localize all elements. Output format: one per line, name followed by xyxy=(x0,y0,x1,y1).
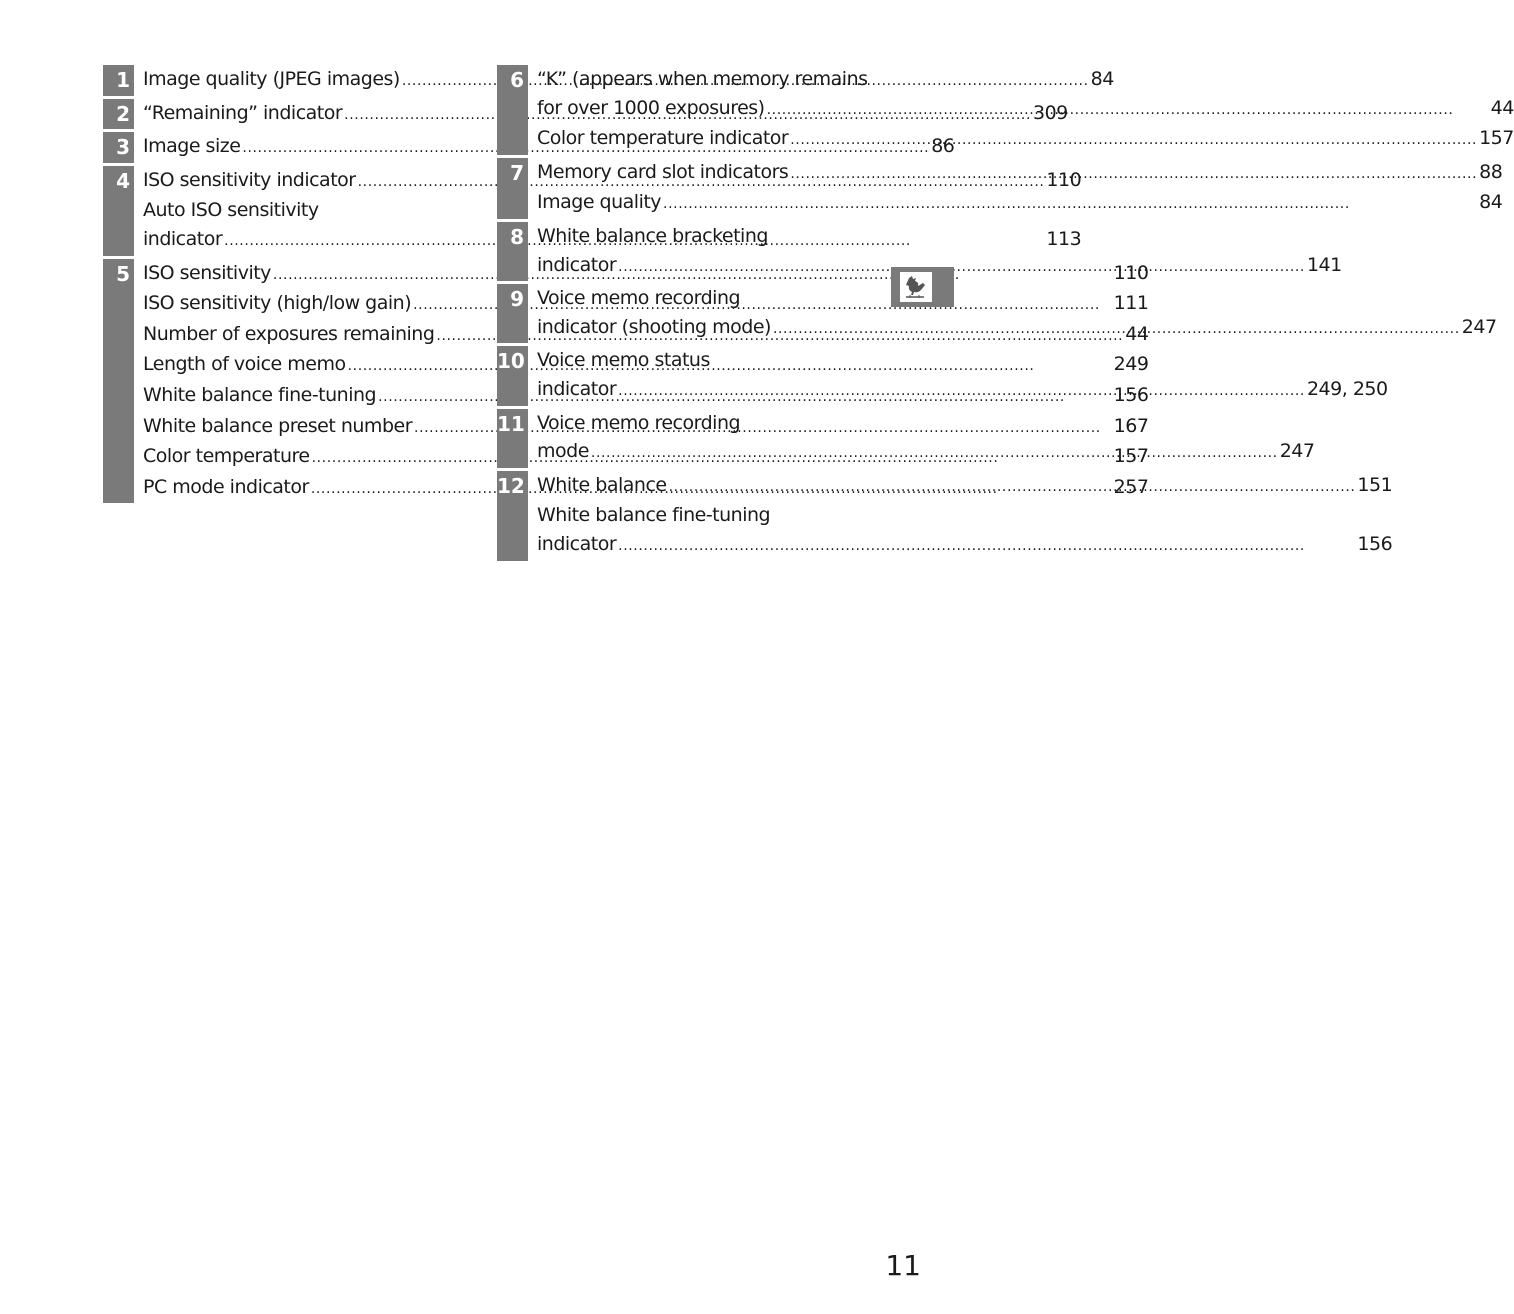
callout-number: 5 xyxy=(103,259,134,504)
dot-leader xyxy=(790,126,1477,155)
page-reference[interactable]: 110 xyxy=(1046,168,1082,191)
entry-text: indicator xyxy=(537,377,617,400)
entry-text: Voice memo recording xyxy=(537,287,741,310)
callout-number: 7 xyxy=(497,158,528,219)
page-reference[interactable]: 257 xyxy=(1113,475,1149,498)
page-reference[interactable]: 156 xyxy=(1357,532,1393,555)
page-reference[interactable]: 86 xyxy=(931,135,955,158)
page-reference[interactable]: 167 xyxy=(1113,414,1149,437)
entry-text: for over 1000 exposures) xyxy=(537,96,765,119)
index-entries xyxy=(528,471,1392,561)
chapter-tab xyxy=(891,267,954,307)
dot-leader xyxy=(669,473,1356,502)
index-entry xyxy=(537,284,1497,313)
entry-text: ISO sensitivity xyxy=(143,261,271,284)
page-reference[interactable]: 111 xyxy=(1113,292,1149,315)
callout-number: 9 xyxy=(497,284,528,343)
page-reference[interactable]: 247 xyxy=(1461,315,1497,338)
page-reference[interactable]: 113 xyxy=(1046,227,1082,250)
page-reference[interactable]: 247 xyxy=(1279,440,1315,463)
index-entry xyxy=(537,94,1514,125)
entry-text: mode xyxy=(537,440,589,463)
callout-number: 1 xyxy=(103,65,134,96)
index-entry xyxy=(537,501,1392,530)
page-reference[interactable]: 249 xyxy=(1113,353,1149,376)
index-entry xyxy=(537,124,1514,155)
dot-leader xyxy=(618,377,1305,406)
entry-text: “Remaining” indicator xyxy=(143,101,343,124)
index-entry xyxy=(537,471,1392,502)
page-reference[interactable]: 156 xyxy=(1113,383,1149,406)
page-reference[interactable]: 84 xyxy=(1090,68,1114,90)
entry-text: Voice memo recording xyxy=(537,411,741,434)
callout-number: 12 xyxy=(497,471,528,561)
index-entry xyxy=(537,437,1314,468)
index-entries xyxy=(528,346,1388,405)
entry-text: White balance fine-tuning xyxy=(537,504,771,527)
entry-text: ISO sensitivity (high/low gain) xyxy=(143,292,412,315)
page-reference[interactable]: 157 xyxy=(1113,445,1149,468)
index-entry xyxy=(537,409,1314,438)
entry-text: Auto ISO sensitivity xyxy=(143,199,319,222)
index-entry xyxy=(537,65,1514,94)
entry-text: Voice memo status xyxy=(537,349,710,372)
entry-text: Memory card slot indicators xyxy=(537,160,789,183)
index-entry xyxy=(537,188,1502,219)
dot-leader xyxy=(618,532,1355,561)
dot-leader xyxy=(591,439,1278,468)
chapter-tab-icon-box xyxy=(900,272,932,302)
entry-text: Color temperature indicator xyxy=(537,127,789,150)
index-entries xyxy=(528,65,1514,155)
callout-number: 2 xyxy=(103,99,134,130)
entry-text: PC mode indicator xyxy=(143,475,309,498)
callout-number: 6 xyxy=(497,65,528,155)
page-reference[interactable]: 44 xyxy=(1125,322,1149,345)
index-entry xyxy=(537,313,1497,344)
entry-text: “K” (appears when memory remains xyxy=(537,68,868,90)
index-entry xyxy=(537,222,1342,251)
dot-leader xyxy=(790,160,1477,189)
page-reference[interactable]: 141 xyxy=(1306,253,1342,276)
entry-text: Length of voice memo xyxy=(143,353,346,376)
page-reference[interactable]: 84 xyxy=(1479,191,1503,214)
entry-text: White balance bracketing xyxy=(537,224,768,247)
callout-number: 8 xyxy=(497,222,528,281)
page-reference[interactable]: 44 xyxy=(1490,96,1514,119)
entry-text: Color temperature xyxy=(143,445,310,468)
entry-text: Image size xyxy=(143,135,241,158)
callout-number: 10 xyxy=(497,346,528,405)
index-entries xyxy=(528,158,1502,219)
dot-leader xyxy=(773,315,1460,344)
entry-text: indicator xyxy=(537,253,617,276)
entry-text: White balance fine-tuning xyxy=(143,383,377,406)
entry-text: White balance xyxy=(537,473,667,496)
entry-text: indicator xyxy=(143,227,223,250)
entry-text: ISO sensitivity indicator xyxy=(143,168,356,191)
page-reference[interactable]: 249, 250 xyxy=(1306,377,1388,400)
callout-number: 4 xyxy=(103,166,134,256)
page-number: 11 xyxy=(885,1249,921,1282)
page-reference[interactable]: 110 xyxy=(1113,261,1149,284)
index-entries xyxy=(528,284,1497,343)
page-reference[interactable]: 309 xyxy=(1033,101,1068,124)
dot-leader xyxy=(618,253,1305,282)
entry-text: White balance preset number xyxy=(143,414,413,437)
page-reference[interactable]: 157 xyxy=(1479,127,1514,150)
index-entry xyxy=(537,346,1388,375)
index-entry xyxy=(537,375,1388,406)
entry-text: Image quality (JPEG images) xyxy=(143,68,400,90)
entry-text: Image quality xyxy=(537,191,662,214)
dot-leader xyxy=(767,96,1489,125)
callout-number: 11 xyxy=(497,409,528,468)
entry-text: indicator xyxy=(537,532,617,555)
index-entry xyxy=(537,530,1392,561)
rooster-icon xyxy=(903,274,929,300)
callout-number: 3 xyxy=(103,132,134,163)
entry-text: Number of exposures remaining xyxy=(143,322,435,345)
entry-text: indicator (shooting mode) xyxy=(537,315,771,338)
index-entry xyxy=(537,158,1502,189)
page-reference[interactable]: 151 xyxy=(1357,473,1393,496)
dot-leader xyxy=(663,190,1477,219)
page-reference[interactable]: 88 xyxy=(1479,160,1503,183)
index-entries xyxy=(528,409,1314,468)
